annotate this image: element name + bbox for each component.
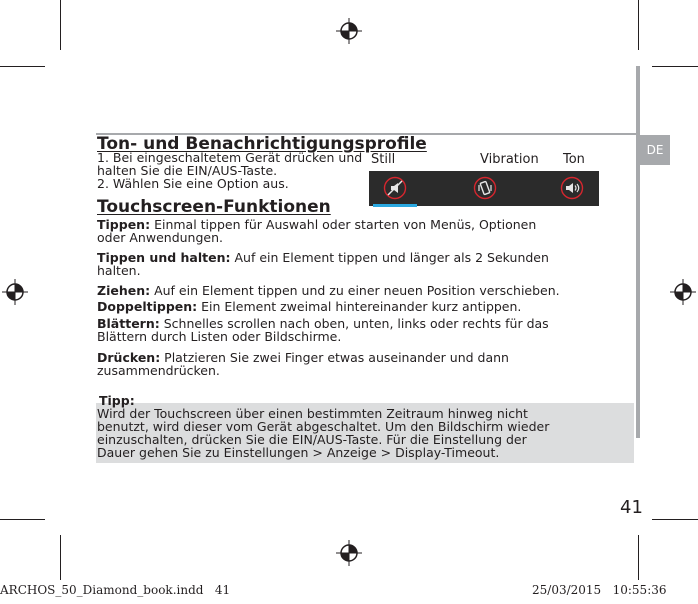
registration-mark-icon bbox=[336, 18, 362, 44]
term: Doppeltippen: bbox=[97, 299, 198, 314]
tip-line-2: benutzt, wird dieser vom Gerät abgeschaltet. Um den Bildschirm wieder bbox=[97, 419, 550, 434]
desc: Auf ein Element tippen und länger als 2 Sekunden bbox=[230, 250, 549, 265]
crop-mark bbox=[60, 0, 61, 50]
vibrate-icon bbox=[473, 176, 497, 200]
item-halten-line-2: halten. bbox=[97, 263, 141, 278]
profiles-line-2: halten Sie die EIN/AUS-Taste. bbox=[97, 163, 278, 178]
tip-line-4: Dauer gehen Sie zu Einstellungen > Anzeige > Display-Timeout. bbox=[97, 445, 500, 460]
footer-file-name: ARCHOS_50_Diamond_book.indd 41 bbox=[0, 583, 231, 597]
item-ziehen bbox=[97, 284, 560, 297]
profile-label-still: Still bbox=[371, 152, 396, 167]
desc: Schnelles scrollen nach oben, unten, links oder rechts für das bbox=[159, 316, 549, 331]
crop-mark bbox=[638, 0, 639, 50]
language-tab: DE bbox=[640, 135, 670, 165]
selected-indicator bbox=[373, 204, 417, 207]
crop-mark bbox=[0, 519, 45, 520]
registration-mark-icon bbox=[336, 540, 362, 566]
speaker-icon bbox=[560, 176, 584, 200]
crop-mark bbox=[0, 66, 45, 67]
side-bar bbox=[636, 66, 640, 438]
tip-line-3: einzuschalten, drücken Sie die EIN/AUS-Taste. Für die Einstellung der bbox=[97, 432, 527, 447]
page-number: 41 bbox=[620, 497, 643, 518]
crop-mark bbox=[652, 519, 698, 520]
tip-line-1: Wird der Touchscreen über einen bestimmten Zeitraum hinweg nicht bbox=[97, 406, 528, 421]
registration-mark-icon bbox=[670, 279, 696, 305]
desc: Ein Element zweimal hintereinander kurz antippen. bbox=[197, 299, 522, 314]
profile-label-vibration: Vibration bbox=[480, 152, 539, 167]
item-halten-line-1 bbox=[97, 251, 549, 264]
mute-icon bbox=[383, 176, 407, 200]
desc: Auf ein Element tippen und zu einer neuen Position verschieben. bbox=[150, 283, 560, 298]
profile-label-ton: Ton bbox=[563, 152, 585, 167]
profiles-line-3: 2. Wählen Sie eine Option aus. bbox=[97, 176, 289, 191]
crop-mark bbox=[638, 535, 639, 580]
term: Tippen: bbox=[97, 217, 151, 232]
item-doppeltippen bbox=[97, 300, 521, 313]
item-blaettern-line-2: Blättern durch Listen oder Bildschirme. bbox=[97, 329, 342, 344]
item-tippen-line-2: oder Anwendungen. bbox=[97, 230, 223, 245]
term: Blättern: bbox=[97, 316, 160, 331]
crop-mark bbox=[652, 66, 698, 67]
desc: Platzieren Sie zwei Finger etwas auseinander und dann bbox=[160, 350, 509, 365]
profiles-line-1: 1. Bei eingeschaltetem Gerät drücken und bbox=[97, 150, 363, 165]
desc: Einmal tippen für Auswahl oder starten von Menüs, Optionen bbox=[150, 217, 537, 232]
term: Drücken: bbox=[97, 350, 161, 365]
footer-date: 25/03/2015 10:55:36 bbox=[532, 583, 667, 597]
tip-heading: Tipp: bbox=[99, 393, 135, 408]
crop-mark bbox=[60, 535, 61, 580]
item-druecken-line-2: zusammendrücken. bbox=[97, 363, 220, 378]
section-title-touchscreen: Touchscreen-Funktionen bbox=[97, 197, 331, 217]
section-title-profiles: Ton- und Benachrichtigungsprofile bbox=[97, 134, 427, 154]
registration-mark-icon bbox=[2, 279, 28, 305]
term: Ziehen: bbox=[97, 283, 151, 298]
term: Tippen und halten: bbox=[97, 250, 231, 265]
